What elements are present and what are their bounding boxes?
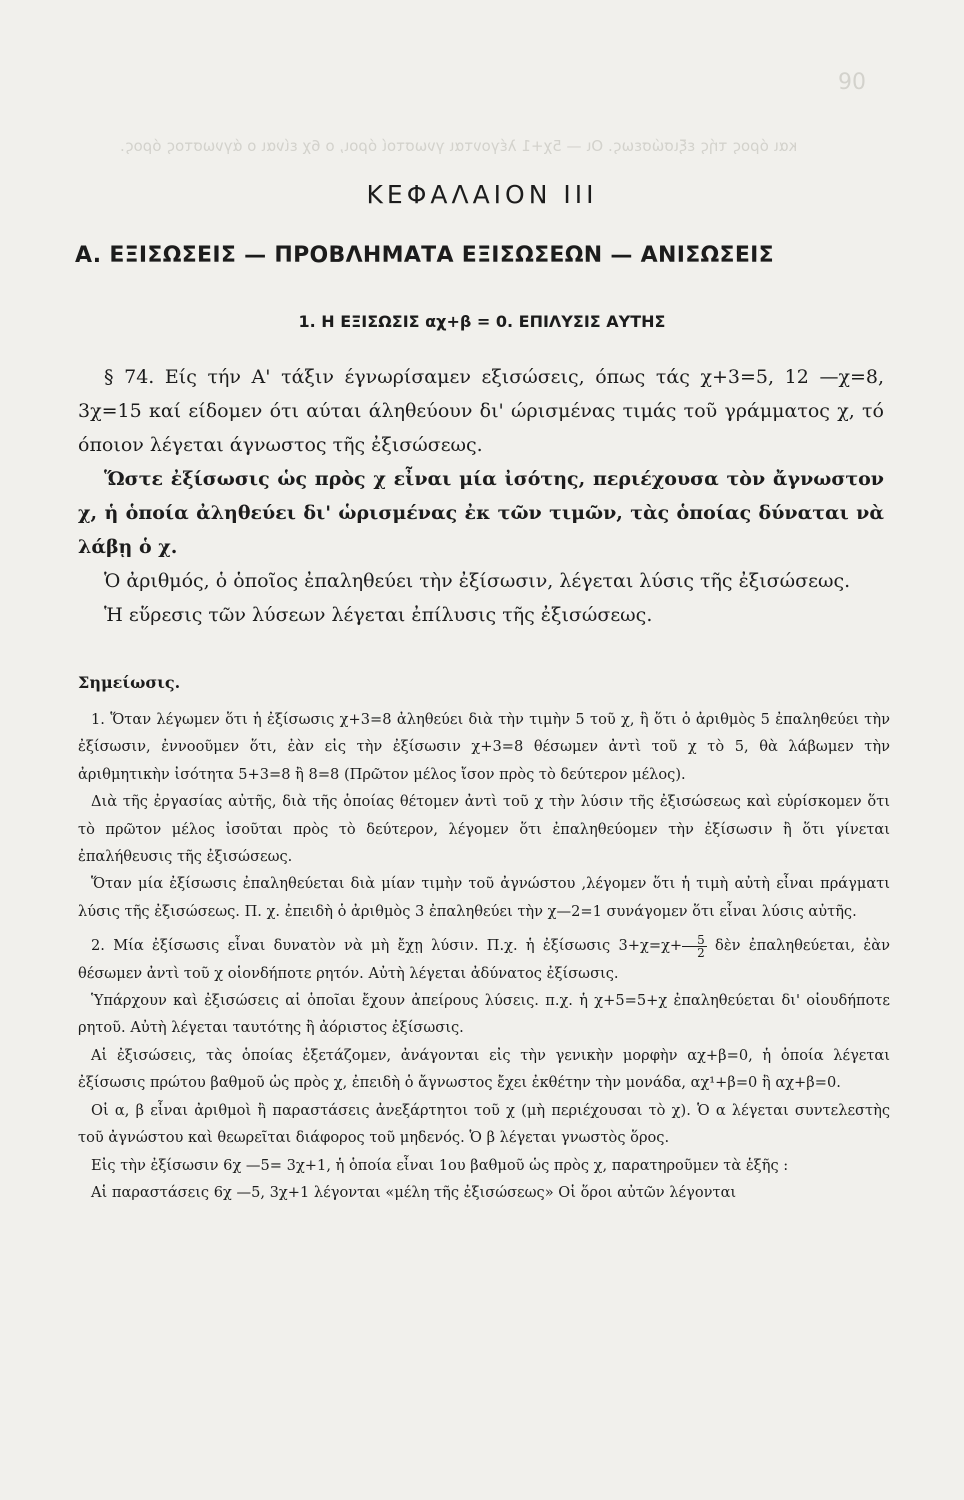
note-1: 1. Ὅταν λέγωμεν ὅτι ἡ ἐξίσωσις χ+3=8 ἀληθεύει διὰ τὴν τιμὴν 5 τοῦ χ, ἢ ὅτι ὁ ἀριθμὸς 5 ἐπαληθεύει τὴν ἐξίσωσιν, ἐννοοῦμεν ὅτι, ἐὰν εἰς τὴν ἐξίσωσιν χ+3=8 θέσωμεν ἀντὶ τοῦ χ τὸ 5, θὰ λάβωμεν τὴν ἀριθμητικὴν ἰσότητα 5+3=8 ἢ 8=8 (Πρῶτον μέλος ἴσον πρὸς τὸ δεύτερον μέλος). bbox=[78, 711, 890, 783]
note-example-equation: Εἰς τὴν ἐξίσωσιν 6χ —5= 3χ+1, ἡ ὁποία εἶναι 1ου βαθμοῦ ὡς πρὸς χ, παρατηροῦμεν τὰ ἑξῆς : bbox=[91, 1156, 789, 1174]
note-verification: Διὰ τῆς ἐργασίας αὐτῆς, διὰ τῆς ὁποίας θέτομεν ἀντὶ τοῦ χ τὴν λύσιν τῆς ἐξισώσεως καὶ εὑρίσκομεν ὅτι τὸ πρῶτον μέλος ἰσοῦται πρὸς τὸ δεύτερον, λέγομεν ὅτι ἐπαληθεύομεν τὴν ἐξίσωσιν ἢ ὅτι γίνεται ἐπαλήθευσις τῆς ἐξισώσεως. bbox=[78, 793, 890, 866]
definition-paragraph: Ὥστε ἐξίσωσις ὡς πρὸς χ εἶναι μία ἰσότης, περιέχουσα τὸν ἄγνωστον χ, ἡ ὁποία ἀληθεύει δι' ὡρισμένας ἐκ τῶν τιμῶν, τὰς ὁποίας δύναται νὰ λάβῃ ὁ χ. bbox=[78, 468, 884, 558]
note-coefficients: Οἱ α, β εἶναι ἀριθμοὶ ἢ παραστάσεις ἀνεξάρτητοι τοῦ χ (μὴ περιέχουσαι τὸ χ). Ὁ α λέγεται συντελεστὴς τοῦ ἀγνώστου καὶ θεωρεῖται διάφορος τοῦ μηδενός. Ὁ β λέγεται γνωστὸς ὅρος. bbox=[78, 1101, 890, 1147]
solution-definition: Ὁ ἀριθμός, ὁ ὁποῖος ἐπαληθεύει τὴν ἐξίσωσιν, λέγεται λύσις τῆς ἐξισώσεως. bbox=[104, 570, 851, 592]
chapter-title: ΚΕΦΑΛΑΙΟΝ III bbox=[366, 180, 598, 209]
bleed-through-page-number: 90 bbox=[838, 70, 866, 95]
notes-heading: Σημείωσις. bbox=[78, 673, 181, 692]
note-members: Αἱ παραστάσεις 6χ —5, 3χ+1 λέγονται «μέλη τῆς ἐξισώσεως» Οἱ ὅροι αὐτῶν λέγονται bbox=[91, 1183, 737, 1201]
fraction-denominator: 2 bbox=[697, 945, 705, 960]
subsection-title: 1. Η ΕΞΙΣΩΣΙΣ αχ+β = 0. ΕΠΙΛΥΣΙΣ ΑΥΤΗΣ bbox=[298, 312, 666, 331]
note-general-form: Αἱ ἐξισώσεις, τὰς ὁποίας ἐξετάζομεν, ἀνάγονται εἰς τὴν γενικὴν μορφὴν αχ+β=0, ἡ ὁποία λέγεται ἐξίσωσις πρώτου βαθμοῦ ὡς πρὸς χ, ἐπειδὴ ὁ ἄγνωστος ἔχει ἐκθέτην τὴν μονάδα, αχ¹+β=0 ἢ αχ+β=0. bbox=[78, 1046, 890, 1092]
paragraph-74: § 74. Είς τήν Α' τάξιν έγνωρίσαμεν εξισώσεις, όπως τάς χ+3=5, 12 —χ=8, 3χ=15 καί είδομεν ότι αύται άληθεύουν δι' ώρισμένας τιμάς τοῦ γράμματος χ, τό όποιον λέγεται άγνωστος τῆς ἐξισώσεως. bbox=[78, 366, 884, 456]
note-example: Ὅταν μία ἐξίσωσις ἐπαληθεύεται διὰ μίαν τιμὴν τοῦ ἀγνώστου ,λέγομεν ὅτι ἡ τιμὴ αὐτὴ εἶναι πράγματι λύσις τῆς ἐξισώσεως. Π. χ. ἐπειδὴ ὁ ἀριθμὸς 3 ἐπαληθεύει τὴν χ—2=1 συνάγομεν ὅτι εἶναι λύσις αὐτῆς. bbox=[78, 875, 890, 920]
note-identity: Ὑπάρχουν καὶ ἐξισώσεις αἱ ὁποῖαι ἔχουν ἀπείρους λύσεις. π.χ. ἡ χ+5=5+χ ἐπαληθεύεται δι' οἱουδήποτε ρητοῦ. Αὐτὴ λέγεται ταυτότης ἢ ἀόριστος ἐξίσωσις. bbox=[78, 992, 890, 1037]
section-title: A. ΕΞΙΣΩΣΕΙΣ — ΠΡΟΒΛΗΜΑΤΑ ΕΞΙΣΩΣΕΩΝ — ΑΝΙΣΩΣΕΙΣ bbox=[75, 243, 774, 268]
note-2-end: δὲν ἐπαληθεύεται, ἐὰν θέσωμεν ἀντὶ τοῦ χ οἱονδήποτε ρητόν. Αὐτὴ λέγεται ἀδύνατος ἐξίσωσις. bbox=[78, 937, 890, 982]
fraction-numerator: 5 bbox=[682, 934, 707, 947]
note-2 bbox=[78, 932, 890, 987]
fraction-five-halves bbox=[682, 934, 707, 959]
bleed-through-text: και όρος τής εξισώσεως. Οι — 5χ+1 λέγονται γνωστοί όροι, ο 6χ είναι ο άγνωστος όρος. bbox=[120, 137, 798, 155]
note-2-start: 2. Μία ἐξίσωσις εἶναι δυνατὸν νὰ μὴ ἔχῃ λύσιν. Π.χ. ἡ ἐξίσωσις 3+χ=χ+ bbox=[91, 937, 683, 955]
main-text bbox=[78, 360, 884, 632]
notes-section bbox=[78, 706, 890, 1206]
solving-definition: Ἡ εὕρεσις τῶν λύσεων λέγεται ἐπίλυσις τῆς ἐξισώσεως. bbox=[104, 604, 653, 626]
